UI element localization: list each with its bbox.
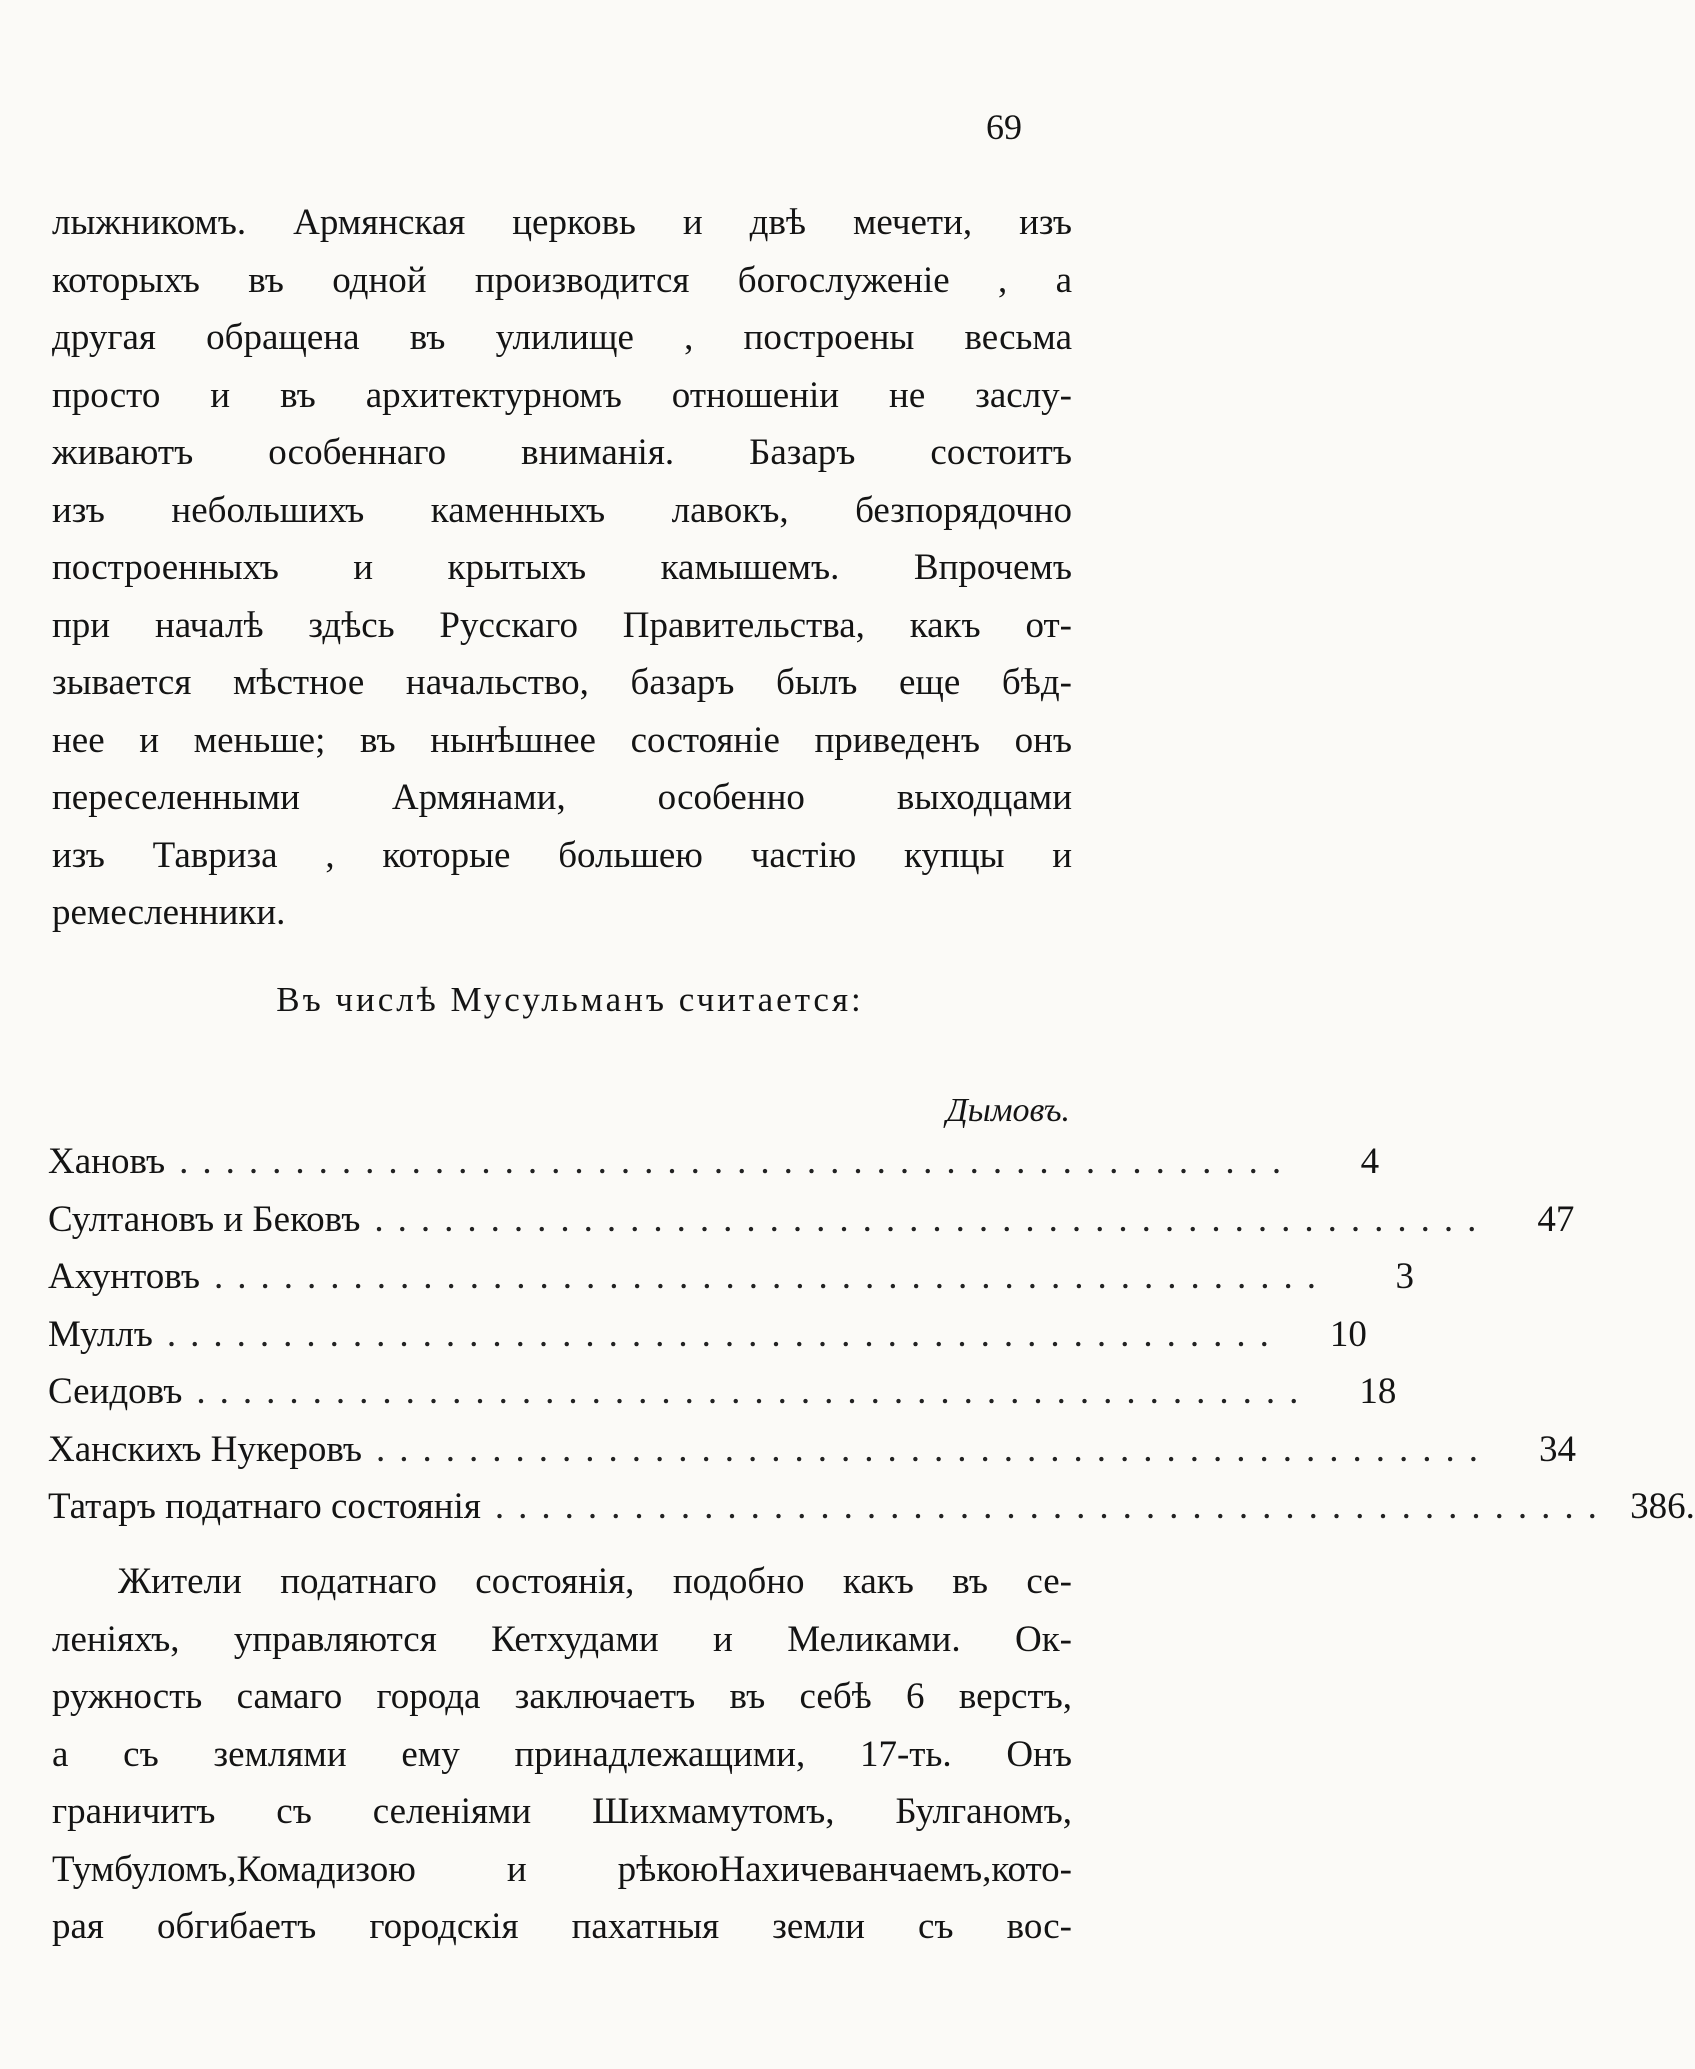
stats-row-tatars	[48, 1478, 1695, 1536]
stats-label: Ахунтовъ	[48, 1256, 200, 1297]
text-line: ружность самаго города заключаетъ въ себѣ 6 верстъ,	[52, 1676, 1072, 1717]
text-line: Жители податнаго состоянія, подобно какъ въ се-	[118, 1561, 1072, 1602]
stats-row-khans	[48, 1133, 1380, 1191]
text-line: изъ Тавриза , которые большею частію купцы и	[52, 834, 1072, 876]
stats-value: 47	[1537, 1198, 1575, 1240]
stats-value: 3	[1395, 1256, 1414, 1297]
text-line: изъ небольшихъ каменныхъ лавокъ, безпорядочно	[52, 489, 1072, 531]
text-line: просто и въ архитектурномъ отношеніи не заслу-	[52, 374, 1072, 416]
leader-dots: ................................................	[376, 1428, 1492, 1470]
stats-row-seids	[48, 1363, 1397, 1421]
text-line: построенныхъ и крытыхъ камышемъ. Впрочемъ	[52, 547, 1072, 588]
stats-row-nukers	[48, 1421, 1576, 1479]
text-line: другая обращена въ улилище , построены весьма	[52, 317, 1072, 358]
page-number: 69	[986, 107, 1022, 147]
leader-dots: ................................................	[374, 1198, 1491, 1240]
unit-label: Дымовъ.	[946, 1092, 1070, 1129]
stats-row-sultans	[48, 1191, 1575, 1249]
text-line: живаютъ особеннаго вниманія. Базаръ состоитъ	[52, 432, 1072, 473]
stats-row-akhunds	[48, 1248, 1414, 1306]
leader-dots: ................................................	[494, 1486, 1611, 1527]
stats-value: 34	[1539, 1428, 1576, 1470]
stats-value: 10	[1329, 1313, 1367, 1355]
text-line: рая обгибаетъ городскія пахатныя земли съ вос-	[52, 1906, 1072, 1947]
stats-table	[48, 1133, 1695, 1536]
paragraph-2	[52, 1553, 1072, 1956]
stats-row-mullahs	[48, 1306, 1367, 1364]
leader-dots: ................................................	[213, 1256, 1330, 1297]
stats-value: 4	[1360, 1141, 1380, 1182]
stats-value: 386.	[1630, 1486, 1695, 1527]
stats-label: Ханскихъ Нукеровъ	[48, 1428, 362, 1470]
leader-dots: ................................................	[166, 1313, 1283, 1355]
text-line: лыжникомъ. Армянская церковь и двѣ мечети, изъ	[52, 202, 1072, 243]
stats-label: Татаръ податнаго состоянія	[48, 1486, 481, 1527]
text-line: при началѣ здѣсь Русскаго Правительства, какъ от-	[52, 604, 1072, 646]
leader-dots: ................................................	[179, 1141, 1296, 1182]
stats-label: Муллъ	[48, 1313, 153, 1355]
text-line: граничитъ съ селеніями Шихмамутомъ, Булганомъ,	[52, 1791, 1072, 1832]
text-line: зывается мѣстное начальство, базаръ былъ еще бѣд-	[52, 662, 1072, 703]
stats-label: Хановъ	[48, 1141, 166, 1182]
stats-value: 18	[1359, 1371, 1397, 1412]
text-line: а съ землями ему принадлежащими, 17-ть. Онъ	[52, 1733, 1072, 1775]
text-line: которыхъ въ одной производится богослуженіе , а	[52, 259, 1072, 301]
leader-dots: ................................................	[196, 1371, 1313, 1412]
text-line: нее и меньше; въ нынѣшнее состояніе приведенъ онъ	[52, 719, 1072, 761]
text-line: Тумбуломъ,Комадизою и рѣкоюНахичеванчаемъ,кото-	[52, 1848, 1072, 1890]
text-line: леніяхъ, управляются Кетхудами и Меликами. Ок-	[52, 1618, 1072, 1660]
paragraph-1	[52, 194, 1072, 942]
text-line-last: ремесленники.	[52, 892, 286, 933]
section-title: Въ числѣ Мусульманъ считается:	[276, 980, 864, 1019]
stats-label: Султановъ и Бековъ	[48, 1198, 361, 1240]
text-line: переселенными Армянами, особенно выходцами	[52, 777, 1072, 818]
stats-label: Сеидовъ	[48, 1371, 183, 1412]
